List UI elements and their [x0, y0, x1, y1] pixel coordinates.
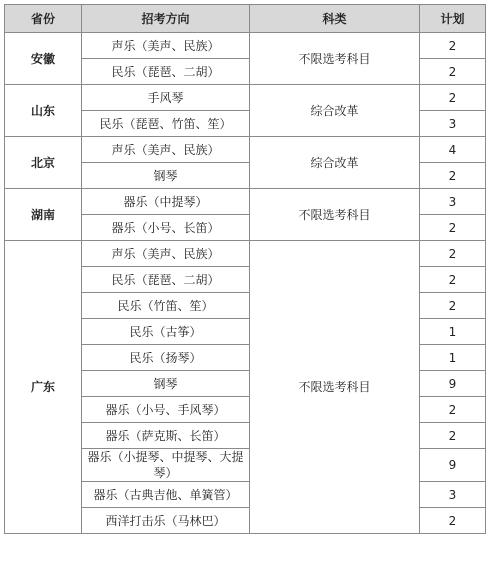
direction-cell: 声乐（美声、民族）	[82, 137, 250, 163]
direction-cell: 声乐（美声、民族）	[82, 241, 250, 267]
plan-cell: 4	[420, 137, 486, 163]
category-cell: 综合改革	[250, 85, 420, 137]
plan-cell: 2	[420, 215, 486, 241]
direction-cell: 民乐（琵琶、二胡）	[82, 59, 250, 85]
direction-cell: 器乐（萨克斯、长笛）	[82, 423, 250, 449]
direction-cell: 钢琴	[82, 163, 250, 189]
direction-cell: 器乐（中提琴）	[82, 189, 250, 215]
plan-cell: 9	[420, 449, 486, 482]
direction-cell: 民乐（琵琶、竹笛、笙）	[82, 111, 250, 137]
plan-cell: 2	[420, 293, 486, 319]
plan-cell: 9	[420, 371, 486, 397]
plan-cell: 3	[420, 482, 486, 508]
plan-cell: 1	[420, 319, 486, 345]
table-row	[5, 137, 486, 163]
direction-cell: 器乐（小提琴、中提琴、大提琴）	[82, 449, 250, 482]
plan-cell: 3	[420, 189, 486, 215]
category-cell: 不限选考科目	[250, 241, 420, 534]
direction-cell: 器乐（古典吉他、单簧管）	[82, 482, 250, 508]
table-row	[5, 85, 486, 111]
plan-cell: 1	[420, 345, 486, 371]
header-plan: 计划	[420, 5, 486, 33]
plan-cell: 2	[420, 267, 486, 293]
plan-cell: 2	[420, 59, 486, 85]
direction-cell: 西洋打击乐（马林巴）	[82, 508, 250, 534]
direction-cell: 手风琴	[82, 85, 250, 111]
direction-cell: 器乐（小号、长笛）	[82, 215, 250, 241]
table-row	[5, 189, 486, 215]
table-row	[5, 241, 486, 267]
direction-cell: 民乐（竹笛、笙）	[82, 293, 250, 319]
plan-cell: 2	[420, 85, 486, 111]
direction-cell: 器乐（小号、手风琴）	[82, 397, 250, 423]
admission-plan-table	[4, 4, 486, 534]
header-category: 科类	[250, 5, 420, 33]
province-cell: 北京	[5, 137, 82, 189]
plan-cell: 2	[420, 508, 486, 534]
direction-cell: 钢琴	[82, 371, 250, 397]
province-cell: 安徽	[5, 33, 82, 85]
direction-cell: 民乐（古筝）	[82, 319, 250, 345]
category-cell: 不限选考科目	[250, 189, 420, 241]
direction-cell: 民乐（扬琴）	[82, 345, 250, 371]
plan-cell: 2	[420, 241, 486, 267]
province-cell: 湖南	[5, 189, 82, 241]
table-header-row	[5, 5, 486, 33]
direction-cell: 民乐（琵琶、二胡）	[82, 267, 250, 293]
category-cell: 综合改革	[250, 137, 420, 189]
category-cell: 不限选考科目	[250, 33, 420, 85]
header-province: 省份	[5, 5, 82, 33]
plan-cell: 2	[420, 397, 486, 423]
province-cell: 广东	[5, 241, 82, 534]
plan-cell: 2	[420, 423, 486, 449]
plan-cell: 2	[420, 33, 486, 59]
plan-cell: 2	[420, 163, 486, 189]
province-cell: 山东	[5, 85, 82, 137]
direction-cell: 声乐（美声、民族）	[82, 33, 250, 59]
table-row	[5, 33, 486, 59]
header-direction: 招考方向	[82, 5, 250, 33]
plan-cell: 3	[420, 111, 486, 137]
